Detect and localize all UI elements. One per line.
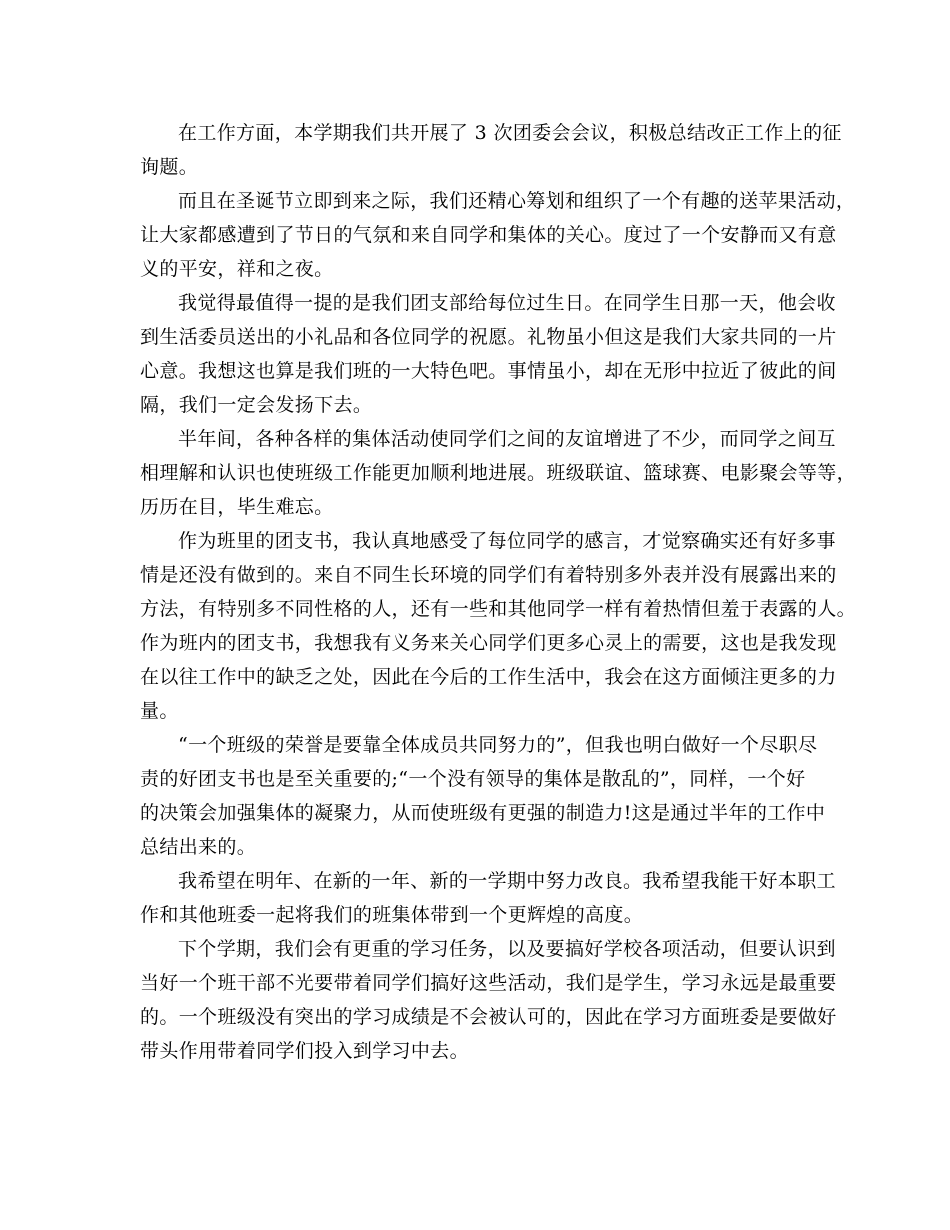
text-line: 让大家都感遭到了节日的气氛和来自同学和集体的关心。度过了一个安静而又有意: [140, 224, 837, 246]
text-line: 到生活委员送出的小礼品和各位同学的祝愿。礼物虽小但这是我们大家共同的一片: [140, 326, 837, 348]
text-line: 的。一个班级没有突出的学习成绩是不会被认可的，因此在学习方面班委是要做好: [140, 1006, 837, 1028]
text-line: 总结出来的。: [140, 836, 257, 858]
text-line: 而且在圣诞节立即到来之际，我们还精心筹划和组织了一个有趣的送苹果活动，: [178, 190, 856, 212]
text-line: 责的好团支书也是至关重要的;“一个没有领导的集体是散乱的”，同样，一个好: [140, 768, 806, 790]
text-line: 在以往工作中的缺乏之处，因此在今后的工作生活中，我会在这方面倾注更多的力: [140, 666, 837, 688]
text-line: 在工作方面，本学期我们共开展了 3 次团委会会议，积极总结改正工作上的征: [178, 122, 842, 144]
document-body: [140, 116, 856, 1068]
text-line: 半年间，各种各样的集体活动使同学们之间的友谊增进了不少，而同学之间互: [178, 428, 836, 450]
text-line: 量。: [140, 700, 179, 722]
text-line: 我觉得最值得一提的是我们团支部给每位过生日。在同学生日那一天，他会收: [178, 292, 836, 314]
text-line: 作为班内的团支书，我想我有义务来关心同学们更多心灵上的需要，这也是我发现: [140, 632, 837, 654]
text-line: 相理解和认识也使班级工作能更加顺利地进展。班级联谊、篮球赛、电影聚会等等，: [140, 462, 856, 484]
text-line: 的决策会加强集体的凝聚力，从而使班级有更强的制造力!这是通过半年的工作中: [140, 802, 826, 824]
text-line: 我希望在明年、在新的一年、新的一学期中努力改良。我希望我能干好本职工: [178, 870, 836, 892]
text-line: 义的平安，祥和之夜。: [140, 258, 334, 280]
text-line: 心意。我想这也算是我们班的一大特色吧。事情虽小，却在无形中拉近了彼此的间: [140, 360, 837, 382]
text-line: 方法，有特别多不同性格的人，还有一些和其他同学一样有着热情但羞于表露的人。: [140, 598, 856, 620]
text-line: 带头作用带着同学们投入到学习中去。: [140, 1040, 469, 1062]
text-line: 历历在目，毕生难忘。: [140, 496, 334, 518]
text-line: 当好一个班干部不光要带着同学们搞好这些活动，我们是学生，学习永远是最重要: [140, 972, 837, 994]
text-line: 作为班里的团支书，我认真地感受了每位同学的感言，才觉察确实还有好多事: [178, 530, 836, 552]
text-line: 下个学期，我们会有更重的学习任务，以及要搞好学校各项活动，但要认识到: [178, 938, 836, 960]
text-line: “一个班级的荣誉是要靠全体成员共同努力的”，但我也明白做好一个尽职尽: [178, 734, 818, 756]
text-line: 作和其他班委一起将我们的班集体带到一个更辉煌的高度。: [140, 904, 644, 926]
text-line: 询题。: [140, 156, 199, 178]
text-line: 隔，我们一定会发扬下去。: [140, 394, 373, 416]
text-line: 情是还没有做到的。来自不同生长环境的同学们有着特别多外表并没有展露出来的: [140, 564, 837, 586]
